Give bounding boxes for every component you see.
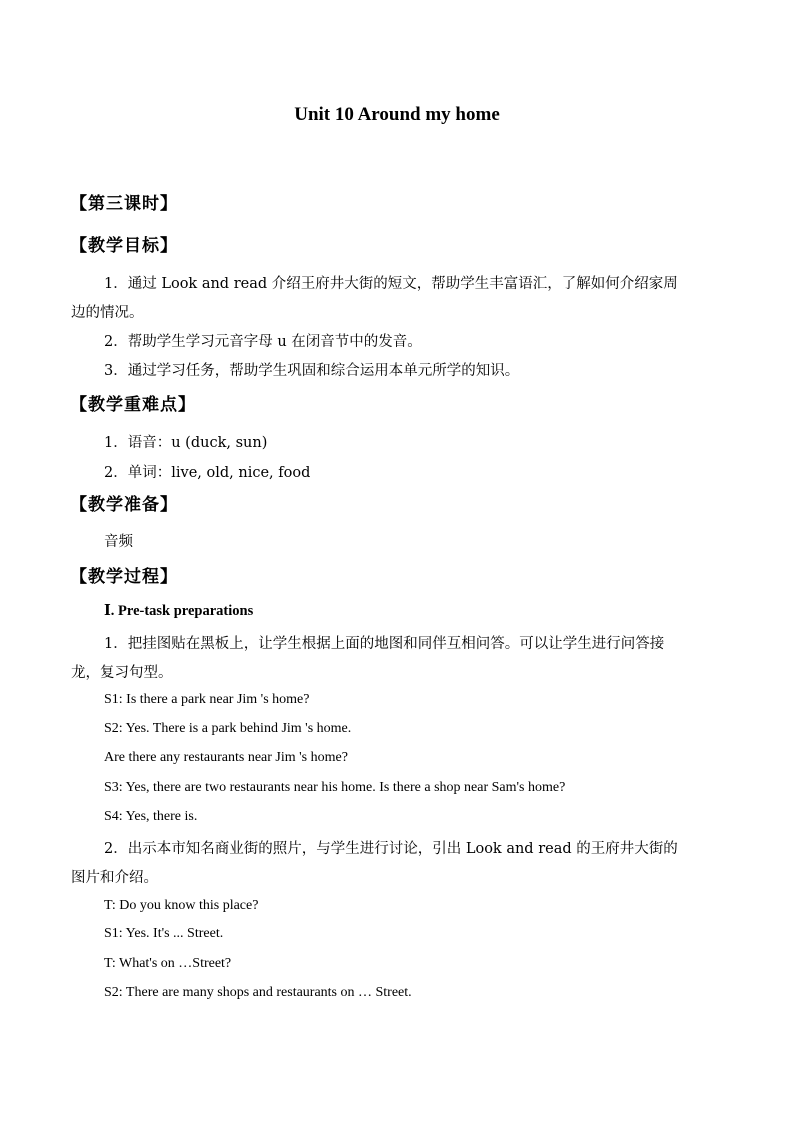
dialogue-line-2: S2: Yes. There is a park behind Jim 's home. bbox=[104, 721, 352, 736]
key-point-1: 1．语音：u (duck, sun) bbox=[104, 435, 268, 451]
goal-1-line-2: 边的情况。 bbox=[71, 305, 144, 321]
page-title: Unit 10 Around my home bbox=[294, 104, 500, 125]
heading-preparation: 【教学准备】 bbox=[70, 495, 178, 515]
heading-key-points: 【教学重难点】 bbox=[70, 395, 196, 415]
goal-1-line-1: 1．通过 Look and read 介绍王府井大街的短文，帮助学生丰富语汇，了解如何介绍家周 bbox=[104, 276, 678, 292]
section-pre-task: Ⅰ. Pre-task preparations bbox=[104, 603, 254, 619]
heading-lesson: 【第三课时】 bbox=[70, 194, 178, 214]
preparation-item: 音频 bbox=[104, 534, 133, 550]
dialogue-line-7: S1: Yes. It's ... Street. bbox=[104, 926, 224, 941]
dialogue-line-3: Are there any restaurants near Jim 's home? bbox=[104, 750, 348, 765]
dialogue-line-8: T: What's on …Street? bbox=[104, 956, 232, 971]
step-2-line-2: 图片和介绍。 bbox=[71, 870, 158, 886]
step-1-line-2: 龙，复习句型。 bbox=[71, 665, 173, 681]
goal-3: 3．通过学习任务，帮助学生巩固和综合运用本单元所学的知识。 bbox=[104, 363, 520, 379]
step-2-line-1: 2．出示本市知名商业街的照片，与学生进行讨论，引出 Look and read 的王府井大街的 bbox=[104, 841, 678, 857]
heading-goals: 【教学目标】 bbox=[70, 236, 178, 256]
dialogue-line-1: S1: Is there a park near Jim 's home? bbox=[104, 692, 310, 707]
dialogue-line-4: S3: Yes, there are two restaurants near his home. Is there a shop near Sam's home? bbox=[104, 780, 566, 795]
step-1-line-1: 1．把挂图贴在黑板上，让学生根据上面的地图和同伴互相问答。可以让学生进行问答接 bbox=[104, 636, 665, 652]
dialogue-line-6: T: Do you know this place? bbox=[104, 898, 259, 913]
dialogue-line-5: S4: Yes, there is. bbox=[104, 809, 198, 824]
goal-2: 2．帮助学生学习元音字母 u 在闭音节中的发音。 bbox=[104, 334, 422, 350]
heading-process: 【教学过程】 bbox=[70, 567, 178, 587]
key-point-2: 2．单词：live, old, nice, food bbox=[104, 465, 311, 481]
dialogue-line-9: S2: There are many shops and restaurants on … Street. bbox=[104, 985, 412, 1000]
